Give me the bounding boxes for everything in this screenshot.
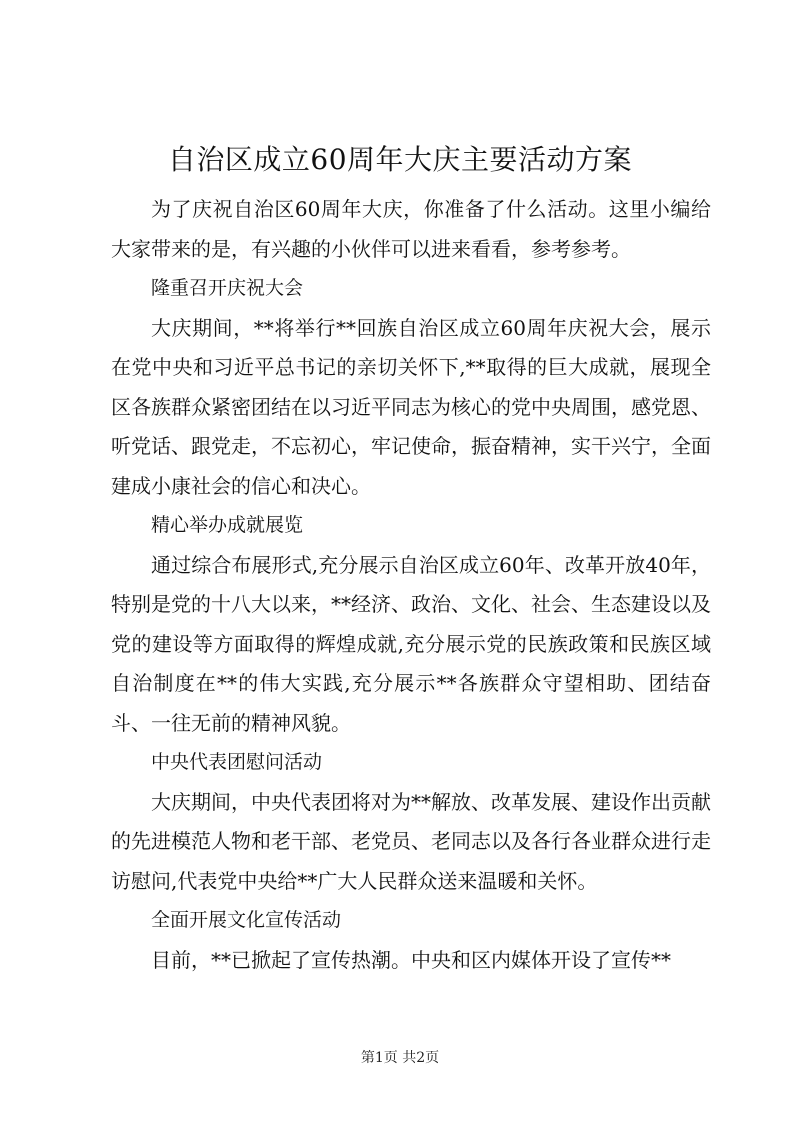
section-body-central-delegation: 大庆期间，中央代表团将对为**解放、改革发展、建设作出贡献的先进模范人物和老干部、老党员、老同志以及各行各业群众进行走访慰问,代表党中央给**广大人民群众送来温暖和关怀。 [111, 789, 711, 893]
intro-paragraph: 为了庆祝自治区60周年大庆，你准备了什么活动。这里小编给大家带来的是，有兴趣的小伙伴可以进来看看，参考参考。 [111, 197, 711, 261]
section-body-cultural-publicity: 目前，**已掀起了宣传热潮。中央和区内媒体开设了宣传** [151, 947, 671, 972]
section-heading-central-delegation: 中央代表团慰问活动 [151, 751, 323, 773]
page-number-footer: 第1页 共2页 [360, 1050, 440, 1066]
section-body-achievement-exhibition: 通过综合布展形式,充分展示自治区成立60年、改革开放40年，特别是党的十八大以来，**经济、政治、文化、社会、生态建设以及党的建设等方面取得的辉煌成就,充分展示党的民族政策和民族区域自治制度在**的伟大实践,充分展示**各族群众守望相助、团结奋斗、一往无前的精神风貌。 [111, 552, 711, 735]
document-body [111, 190, 711, 980]
document-title: 自治区成立60周年大庆主要活动方案 [167, 143, 633, 176]
section-heading-celebration-conference: 隆重召开庆祝大会 [151, 277, 304, 299]
section-body-celebration-conference: 大庆期间，**将举行**回族自治区成立60周年庆祝大会，展示在党中央和习近平总书记的亲切关怀下,**取得的巨大成就，展现全区各族群众紧密团结在以习近平同志为核心的党中央周围，感党恩、听党话、跟党走，不忘初心，牢记使命，振奋精神，实干兴宁，全面建成小康社会的信心和决心。 [111, 315, 711, 498]
section-heading-achievement-exhibition: 精心举办成就展览 [151, 514, 304, 536]
section-heading-cultural-publicity: 全面开展文化宣传活动 [151, 909, 342, 931]
